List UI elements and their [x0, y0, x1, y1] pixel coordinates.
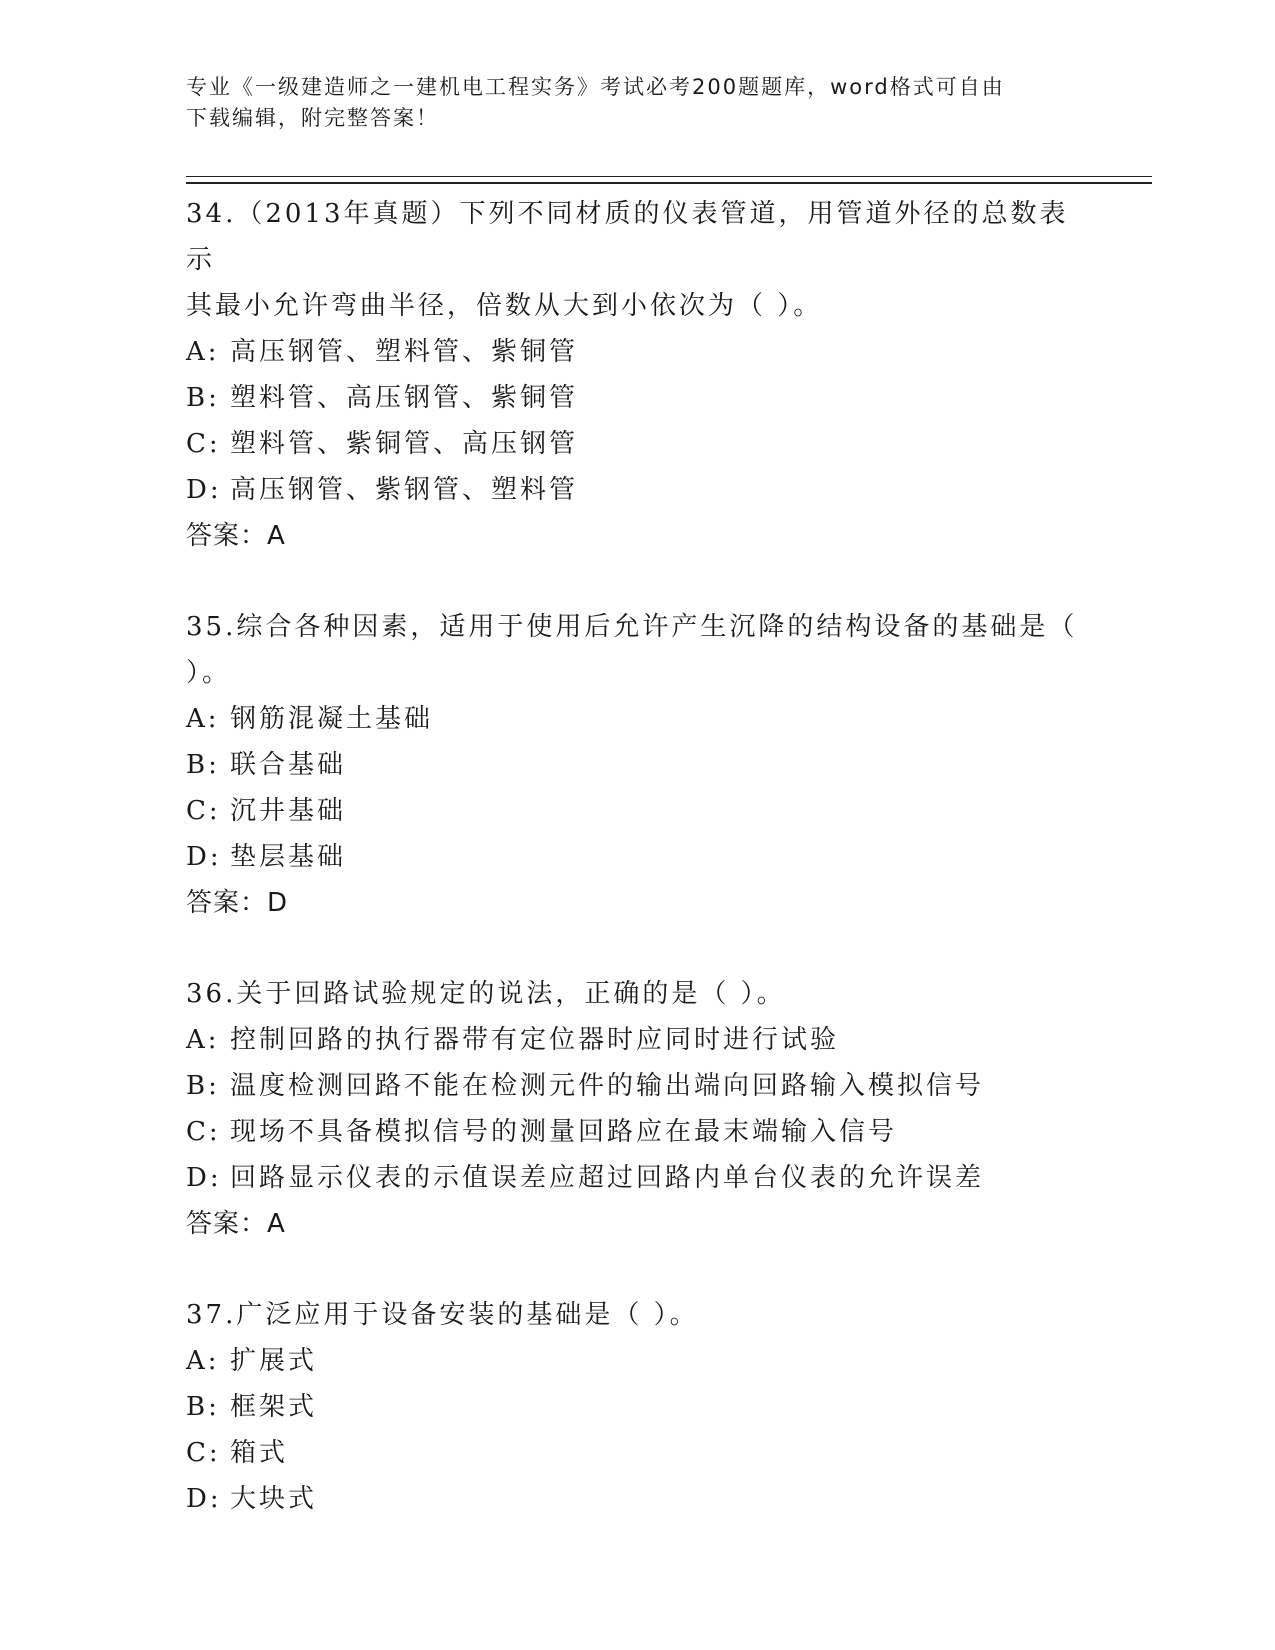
option-d — [186, 1476, 1086, 1522]
option-c — [186, 421, 1086, 467]
option-c — [186, 1109, 1086, 1155]
option-key: A: — [186, 1025, 220, 1055]
option-a — [186, 1338, 1086, 1384]
option-text: 框架式 — [230, 1392, 318, 1422]
option-text: 回路显示仪表的示值误差应超过回路内单台仪表的允许误差 — [230, 1163, 985, 1193]
question-stem-line: ）。 — [186, 658, 232, 688]
question-stem-line: 34.（2013年真题）下列不同材质的仪表管道，用管道外径的总数表示 — [186, 199, 1069, 275]
option-key: C: — [186, 1438, 221, 1468]
option-key: C: — [186, 429, 221, 459]
option-text: 现场不具备模拟信号的测量回路应在最末端输入信号 — [230, 1117, 898, 1147]
option-text: 大块式 — [230, 1484, 318, 1514]
option-key: C: — [186, 796, 221, 826]
option-text: 钢筋混凝土基础 — [230, 704, 434, 734]
option-text: 垫层基础 — [230, 842, 347, 872]
header-divider — [186, 176, 1152, 177]
option-key: D: — [186, 1484, 222, 1514]
option-b — [186, 375, 1086, 421]
option-key: A: — [186, 704, 220, 734]
option-b — [186, 742, 1086, 788]
option-key: C: — [186, 1117, 221, 1147]
answer-line: 答案：D — [186, 888, 289, 918]
option-b — [186, 1063, 1086, 1109]
option-text: 塑料管、紫铜管、高压钢管 — [230, 429, 579, 459]
option-text: 沉井基础 — [230, 796, 347, 826]
option-key: A: — [186, 337, 220, 367]
option-text: 高压钢管、紫钢管、塑料管 — [230, 475, 579, 505]
question-37 — [186, 1292, 1086, 1522]
question-35 — [186, 604, 1086, 926]
option-key: A: — [186, 1346, 220, 1376]
option-text: 联合基础 — [230, 750, 347, 780]
option-d — [186, 834, 1086, 880]
option-a — [186, 1017, 1086, 1063]
header-line: 专业《一级建造师之一建机电工程实务》考试必考200题题库，word格式可自由 — [186, 75, 1005, 99]
question-stem-line: 35.综合各种因素，适用于使用后允许产生沉降的结构设备的基础是（ — [186, 612, 1078, 642]
option-text: 箱式 — [230, 1438, 289, 1468]
option-c — [186, 788, 1086, 834]
option-d — [186, 467, 1086, 513]
option-key: B: — [186, 750, 220, 780]
question-36 — [186, 971, 1086, 1247]
option-text: 扩展式 — [230, 1346, 318, 1376]
option-c — [186, 1430, 1086, 1476]
answer-line: 答案：A — [186, 521, 286, 551]
option-key: D: — [186, 475, 222, 505]
option-key: B: — [186, 1071, 220, 1101]
document-header — [186, 72, 1086, 134]
option-b — [186, 1384, 1086, 1430]
option-key: B: — [186, 1392, 220, 1422]
option-text: 控制回路的执行器带有定位器时应同时进行试验 — [230, 1025, 840, 1055]
option-a — [186, 696, 1086, 742]
option-text: 塑料管、高压钢管、紫铜管 — [230, 383, 579, 413]
option-key: D: — [186, 842, 222, 872]
answer-line: 答案：A — [186, 1209, 286, 1239]
option-text: 高压钢管、塑料管、紫铜管 — [230, 337, 579, 367]
question-stem-line: 其最小允许弯曲半径，倍数从大到小依次为（ ）。 — [186, 291, 823, 321]
question-stem-line: 37.广泛应用于设备安装的基础是（ ）。 — [186, 1300, 699, 1330]
question-list — [186, 191, 1086, 1522]
option-a — [186, 329, 1086, 375]
header-divider-thick — [186, 182, 1152, 184]
option-key: B: — [186, 383, 220, 413]
question-34 — [186, 191, 1086, 559]
option-key: D: — [186, 1163, 222, 1193]
option-text: 温度检测回路不能在检测元件的输出端向回路输入模拟信号 — [230, 1071, 985, 1101]
question-stem-line: 36.关于回路试验规定的说法，正确的是（ ）。 — [186, 979, 786, 1009]
header-line: 下载编辑，附完整答案！ — [186, 106, 439, 130]
option-d — [186, 1155, 1086, 1201]
